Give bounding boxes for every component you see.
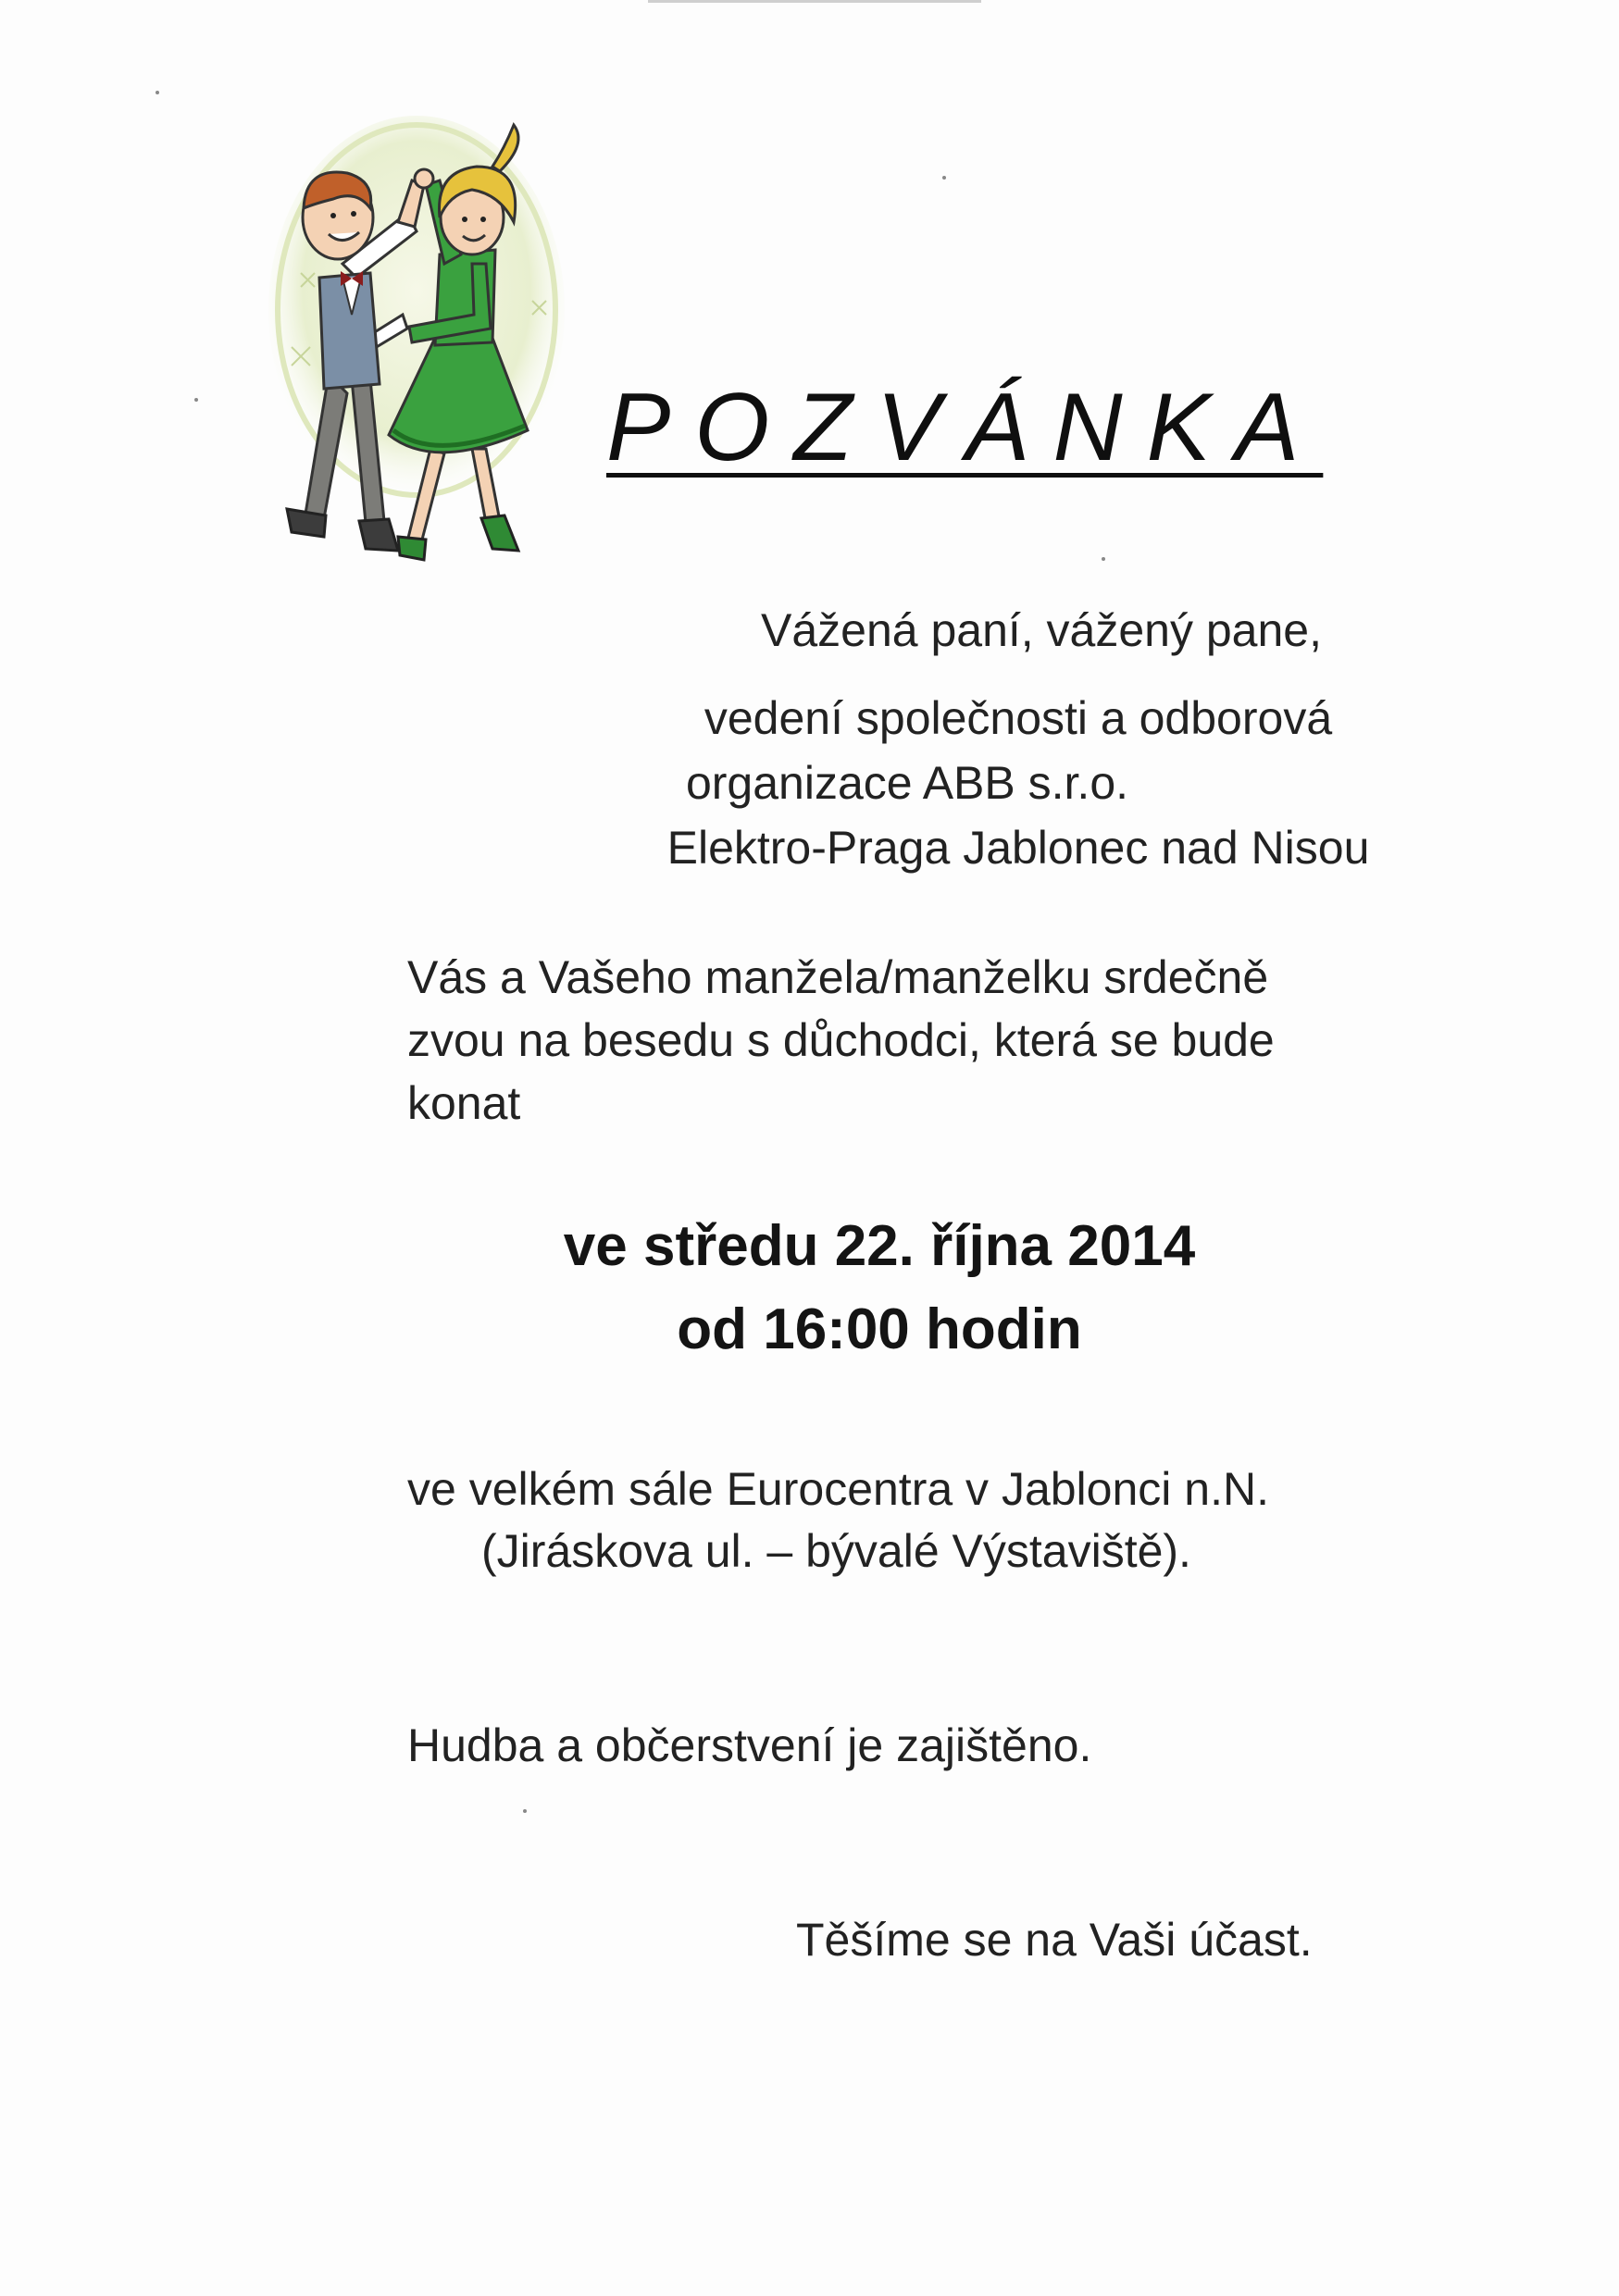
scan-speck [523, 1809, 527, 1813]
organizer-line: vedení společnosti a odborová [704, 692, 1333, 744]
scan-speck [194, 398, 198, 402]
event-time: od 16:00 hodin [677, 1297, 1082, 1361]
refreshments-note: Hudba a občerstvení je zajištěno. [407, 1719, 1092, 1771]
venue-line: ve velkém sále Eurocentra v Jablonci n.N. [407, 1463, 1269, 1515]
scan-speck [942, 176, 946, 180]
invitation-text-line: Vás a Vašeho manžela/manželku srdečně [407, 951, 1269, 1003]
invitation-text-line: zvou na besedu s důchodci, která se bude [407, 1014, 1275, 1066]
scan-edge-line [648, 0, 981, 3]
scan-speck [1102, 557, 1105, 561]
greeting: Vážená paní, vážený pane, [760, 604, 1322, 656]
scan-speck [156, 91, 159, 94]
organizer-line: organizace ABB s.r.o. [685, 757, 1129, 809]
closing-line: Těšíme se na Vaši účast. [796, 1914, 1313, 1966]
invitation-text-line: konat [407, 1077, 521, 1129]
organizer-line: Elektro-Praga Jablonec nad Nisou [666, 822, 1370, 874]
event-date: ve středu 22. října 2014 [563, 1214, 1196, 1278]
dancing-couple-icon [250, 116, 583, 597]
page-title: POZVÁNKA [606, 374, 1324, 481]
venue-line: (Jiráskova ul. – bývalé Výstaviště). [481, 1525, 1191, 1577]
